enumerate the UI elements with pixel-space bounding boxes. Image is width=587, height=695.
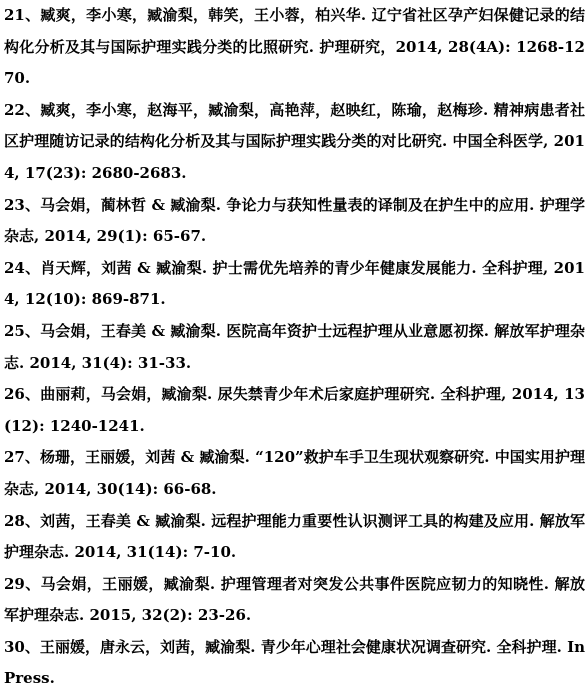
reference-27: 27、杨珊，王丽媛，刘茜 & 臧渝梨. “120”救护车手卫生现状观察研究. 中国实用护理杂志, 2014, 30(14): 66-68. xyxy=(4,448,585,498)
reference-23: 23、马会娟，蔺林哲 & 臧渝梨. 争论力与获知性量表的译制及在护生中的应用. 护理学杂志, 2014, 29(1): 65-67. xyxy=(4,195,585,246)
reference-21: 21、臧爽，李小寒，臧渝梨，韩笑，王小蓉，柏兴华. 辽宁省社区孕产妇保健记录的结构化分析及其与国际护理实践分类的比照研究. 护理研究，2014, 28(4A): 1268-1270. xyxy=(4,6,585,88)
reference-25: 25、马会娟，王春美 & 臧渝梨. 医院高年资护士远程护理从业意愿初探. 解放军护理杂志. 2014, 31(4): 31-33. xyxy=(4,321,585,372)
reference-26: 26、曲丽莉，马会娟，臧渝梨. 尿失禁青少年术后家庭护理研究. 全科护理, 2014, 13(12): 1240-1241. xyxy=(4,385,585,435)
reference-24: 24、肖天辉，刘茜 & 臧渝梨. 护士需优先培养的青少年健康发展能力. 全科护理, 2014, 12(10): 869-871. xyxy=(4,258,585,309)
reference-28: 28、刘茜，王春美 & 臧渝梨. 远程护理能力重要性认识测评工具的构建及应用. 解放军护理杂志. 2014, 31(14): 7-10. xyxy=(4,511,585,562)
reference-30: 30、王丽媛，唐永云，刘茜，臧渝梨. 青少年心理社会健康状况调查研究. 全科护理. In Press. xyxy=(4,637,585,688)
reference-29: 29、马会娟，王丽媛，臧渝梨. 护理管理者对突发公共事件医院应韧力的知晓性. 解放军护理杂志. 2015, 32(2): 23-26. xyxy=(4,574,585,625)
reference-22: 22、臧爽，李小寒，赵海平，臧渝梨，高艳萍，赵映红，陈瑜，赵梅珍. 精神病患者社区护理随访记录的结构化分析及其与国际护理实践分类的对比研究. 中国全科医学, 2014, 17(23): 2680-2683. xyxy=(4,100,585,182)
